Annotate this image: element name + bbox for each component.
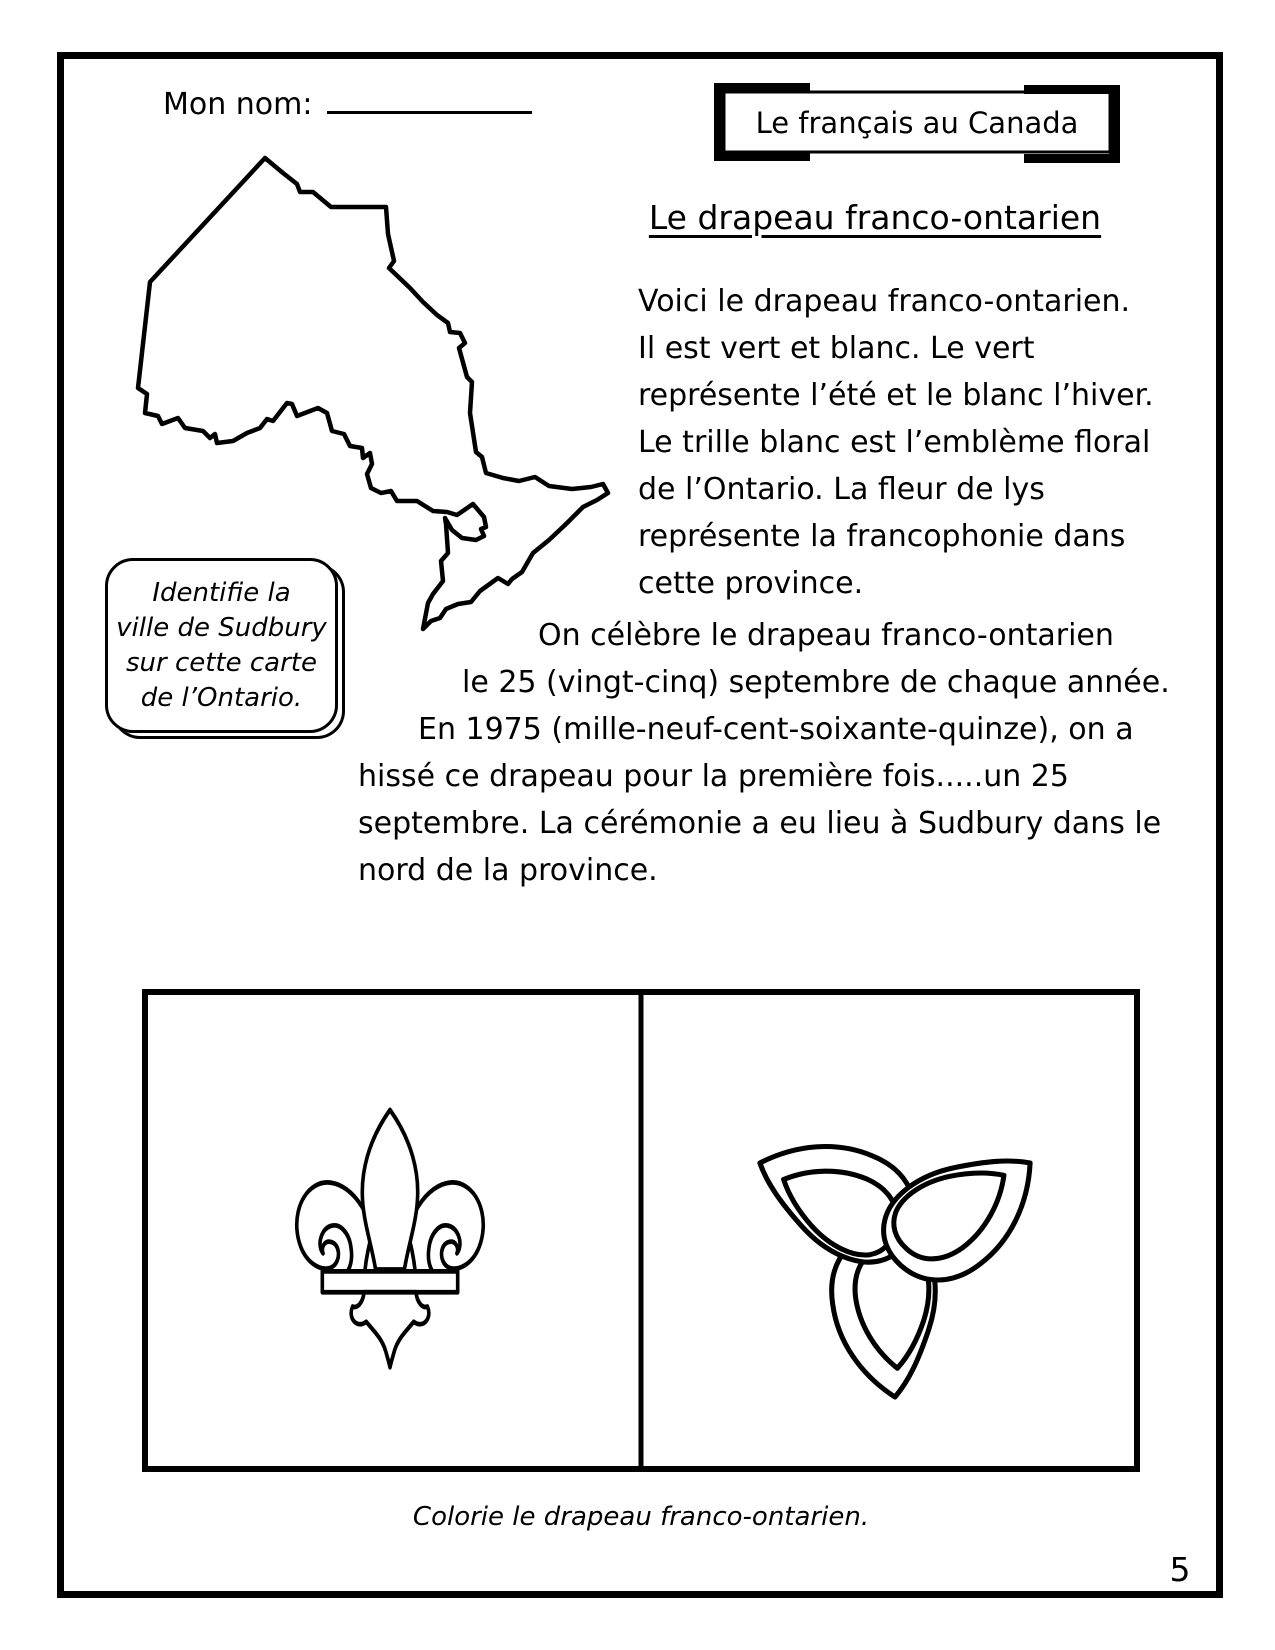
intro-paragraph [638,278,1154,607]
name-blank-line[interactable] [327,85,532,114]
name-label: Mon nom: [163,87,313,122]
franco-ontarian-flag [142,989,1140,1472]
text-line: sur cette carte [125,647,317,678]
text-line: représente la francophonie dans [638,519,1126,554]
title-box-label: Le français au Canada [755,106,1079,140]
text-line: cette province. [638,566,864,601]
text-line: Identifie la [152,577,291,608]
text-line: septembre. La cérémonie a eu lieu à Sudbury dans le [358,806,1162,841]
text-line: le 25 (vingt-cinq) septembre de chaque année. [462,665,1170,700]
map-instruction-box [105,558,338,733]
text-line: représente l’été et le blanc l’hiver. [638,378,1154,413]
name-row [163,85,532,122]
text-line: On célèbre le drapeau franco-ontarien [538,618,1114,653]
text-line: Il est vert et blanc. Le vert [638,331,1035,366]
page-title: Le drapeau franco-ontarien [648,198,1102,237]
page-number: 5 [1169,1550,1191,1589]
history-paragraph [358,612,1170,894]
text-line: En 1975 (mille-neuf-cent-soixante-quinze), on a [418,712,1134,747]
text-line: Le trille blanc est l’emblème floral [638,425,1151,460]
text-line: de l’Ontario. La fleur de lys [638,472,1045,507]
text-line: hissé ce drapeau pour la première fois.....un 25 [358,759,1069,794]
text-line: nord de la province. [358,853,658,888]
text-line: de l’Ontario. [140,682,303,713]
map-instruction-text [116,576,327,716]
text-line: Voici le drapeau franco-ontarien. [638,284,1131,319]
text-line: ville de Sudbury [116,612,327,643]
flag-caption: Colorie le drapeau franco-ontarien. [412,1502,870,1532]
